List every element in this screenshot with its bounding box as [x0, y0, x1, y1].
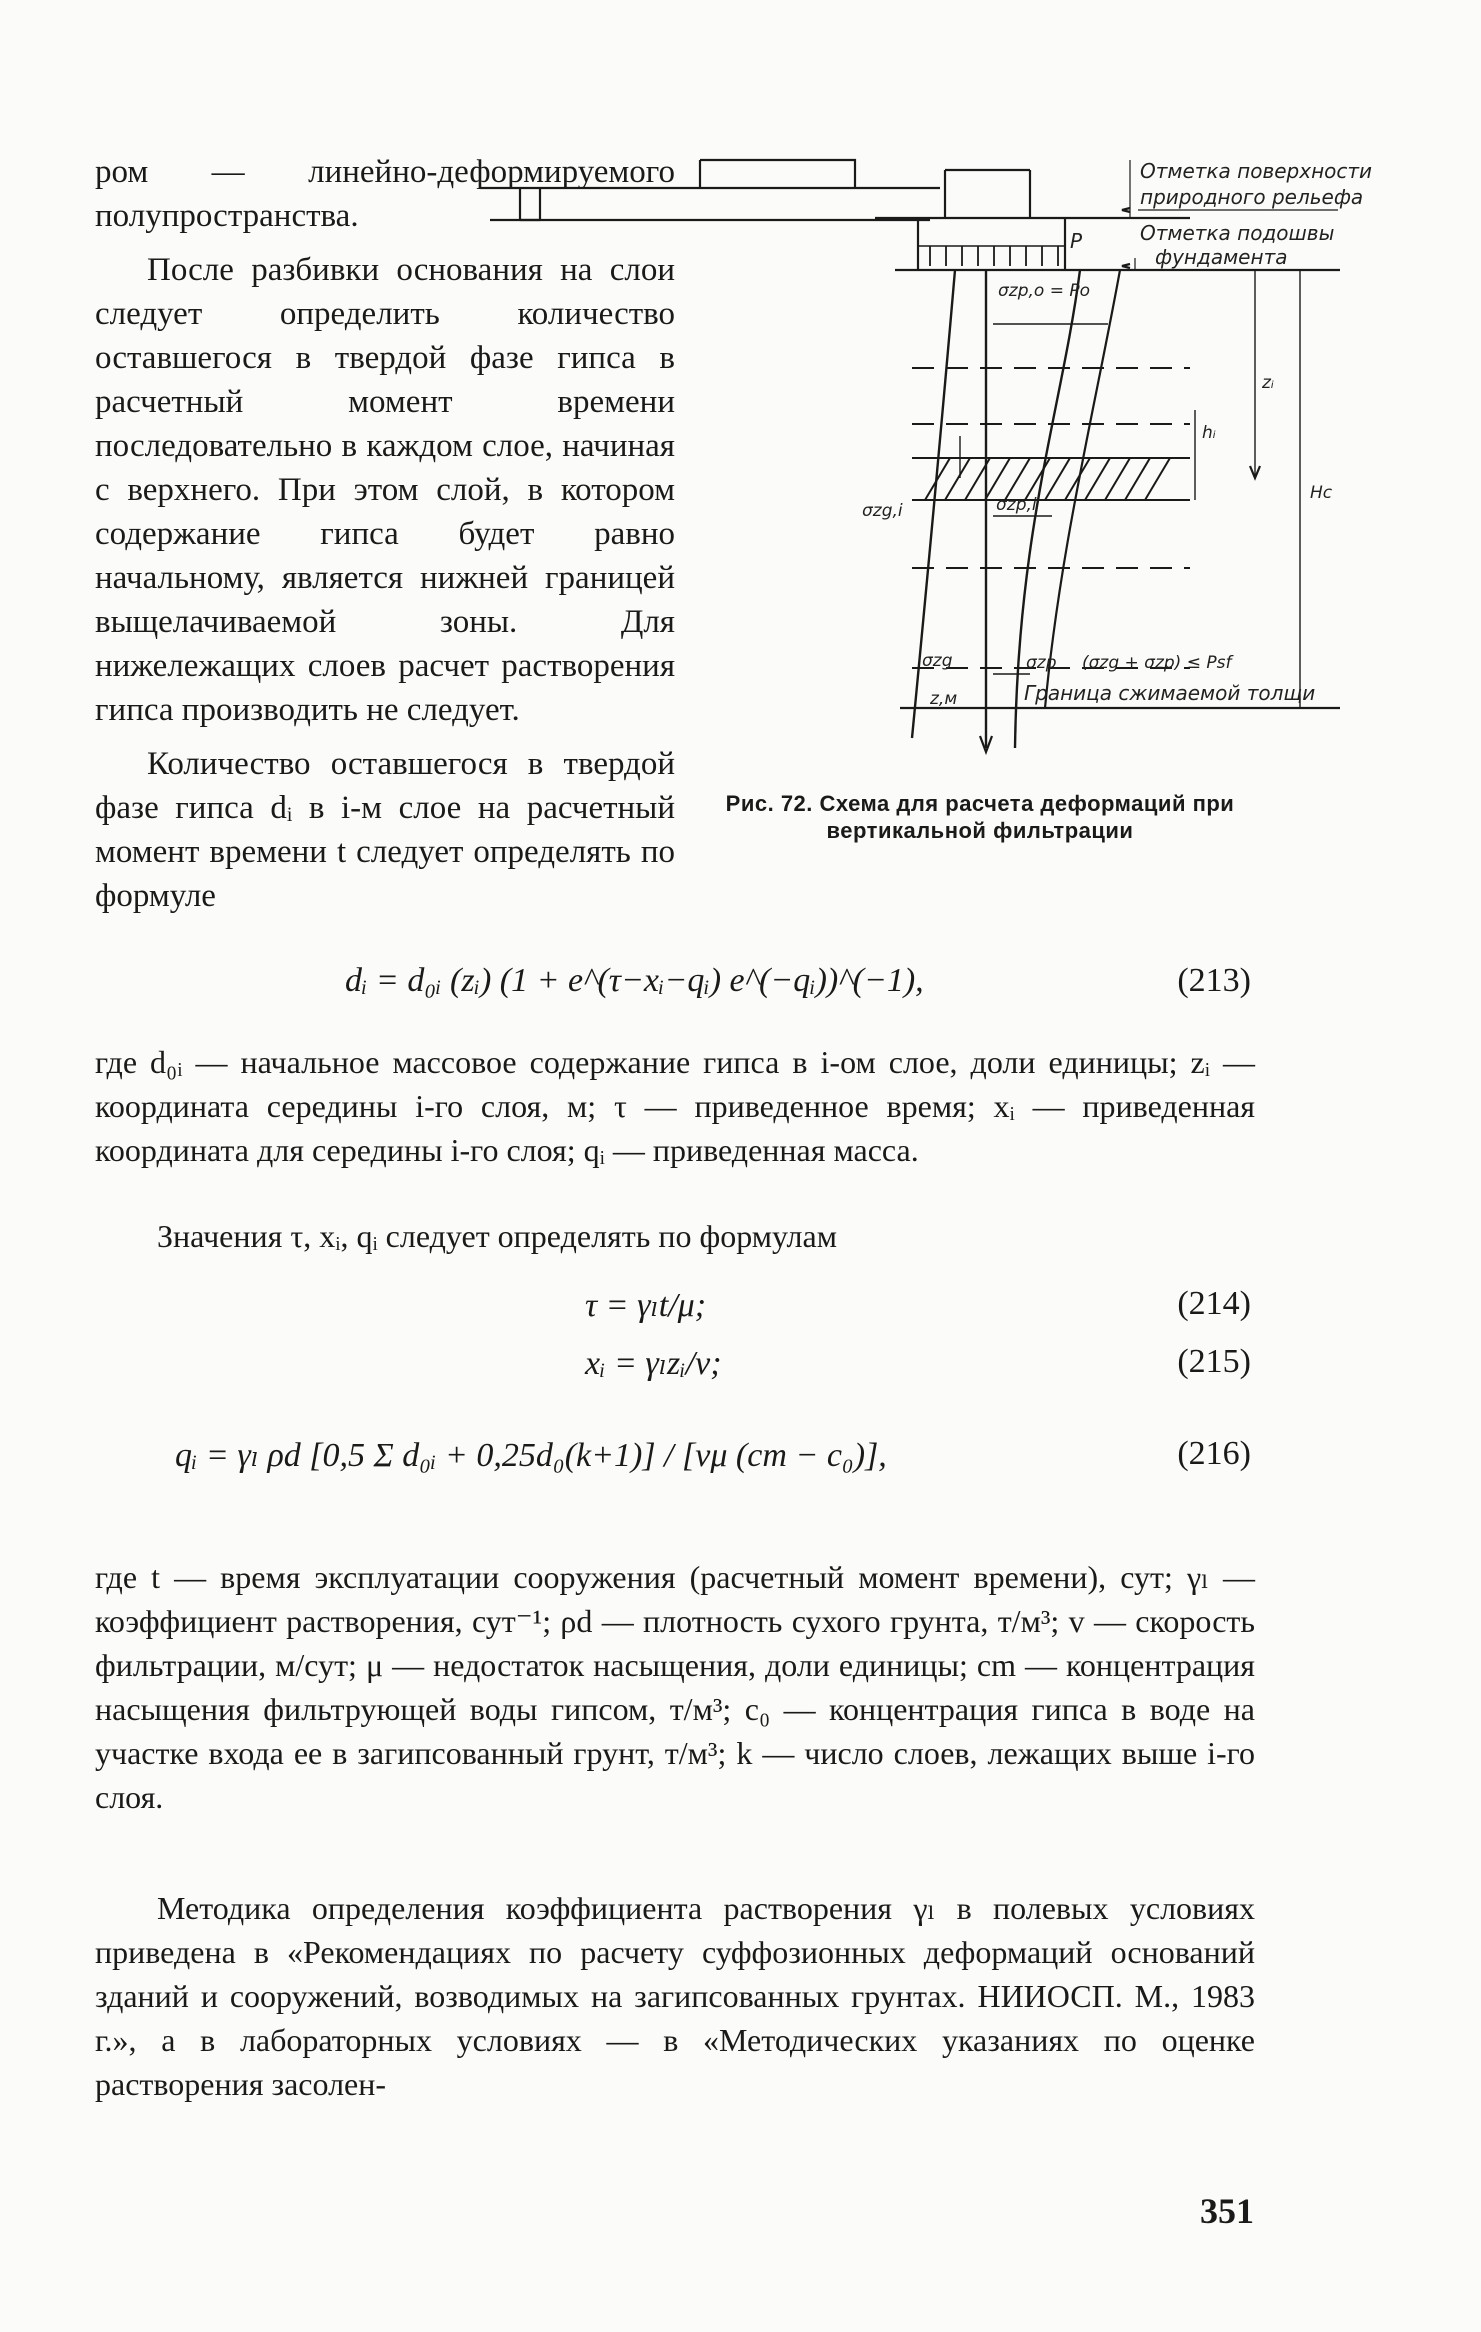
formula-213: dᵢ = d₀ᵢ (zᵢ) (1 + e^(τ−xᵢ−qᵢ) e^(−qᵢ))^(−1), [345, 962, 924, 999]
label-sigma-zp: σzp [1026, 653, 1057, 673]
body-where-2 [95, 1555, 1255, 1819]
label-z-m: z,м [930, 689, 958, 709]
figure-72 [690, 148, 1373, 768]
label-footing-1: Отметка подошвы [1140, 221, 1335, 245]
formula-215: xᵢ = γₗzᵢ/v; [585, 1345, 722, 1382]
equation-number-213: (213) [1177, 962, 1251, 999]
equation-number-214: (214) [1177, 1285, 1251, 1322]
paragraph-where-time: где t — время эксплуатации сооружения (расчетный момент времени), сут; γₗ — коэффициент растворения, сут⁻¹; ρd — плотность сухого грунта, т/м³; v — скорость фильтрации, м/сут; μ — недостаток насыщения, доли единицы; cm — концентрация насыщения фильтрующей воды гипсом, т/м³; c₀ — концентрация гипса в воде на участке входа ее в загипсованный грунт, т/м³; k — число слоев, лежащих выше i-го слоя. [95, 1559, 1255, 1815]
label-sigma-zpi: σzp,i [996, 495, 1037, 515]
body-where-1 [95, 1040, 1255, 1172]
label-hc: Hc [1310, 483, 1333, 503]
label-boundary: Граница сжимаемой толщи [1024, 681, 1316, 705]
label-sigma-zgi: σzg,i [862, 501, 903, 521]
body-method [95, 1886, 1255, 2106]
label-load-p: P [1070, 229, 1083, 253]
body-values-intro [95, 1214, 1255, 1258]
paragraph-continuation: ром — линейно-деформируемого полупространства. [95, 154, 675, 234]
label-footing-2: фундамента [1155, 245, 1288, 269]
scheme-geometry [475, 148, 1373, 768]
paragraph-where-definitions: где d₀ᵢ — начальное массовое содержание гипса в i-ом слое, доли единицы; zᵢ — координата середины i-го слоя, м; τ — приведенное время; xᵢ — приведенная координата для середины i-го слоя; qᵢ — приведенная масса. [95, 1044, 1255, 1168]
formula-216: qᵢ = γₗ ρd [0,5 Σ d₀ᵢ + 0,25d₀(k+1)] / [vμ (cm − c₀)], [175, 1437, 887, 1474]
paragraph-method: Методика определения коэффициента растворения γₗ в полевых условиях приведена в «Рекомендациях по расчету суффозионных деформаций оснований зданий и сооружений, возводимых на загипсованных грунтах. НИИОСП. М., 1983 г.», а в лабораторных условиях — в «Методических указаниях по оценке растворения засолен- [95, 1890, 1255, 2102]
equation-number-216: (216) [1177, 1435, 1251, 1472]
paragraph-layers: После разбивки основания на слои следует определить количество оставшегося в твердой фазе гипса в расчетный момент времени последовательно в каждом слое, начиная с верхнего. При этом слой, в котором содержание гипса будет равно начальному, является нижней границей выщелачиваемой зоны. Для нижележащих слоев расчет растворения гипса производить не следует. [95, 252, 675, 728]
formula-214: τ = γₗt/μ; [585, 1287, 707, 1324]
paragraph-quantity: Количество оставшегося в твердой фазе гипса dᵢ в i-м слое на расчетный момент времени t следует определять по формуле [95, 746, 675, 914]
figure-caption: Рис. 72. Схема для расчета деформаций при вертикальной фильтрации [725, 791, 1235, 843]
label-sigma-zp0: σzp,o = Po [998, 281, 1090, 301]
label-hi: hᵢ [1202, 423, 1216, 443]
equation-number-215: (215) [1177, 1343, 1251, 1380]
label-zi: zᵢ [1262, 373, 1274, 393]
page-number: 351 [1200, 2191, 1254, 2231]
label-sigma-zg: σzg [922, 651, 953, 671]
label-surface-2: природного рельефа [1140, 185, 1364, 209]
label-surface-1: Отметка поверхности [1140, 159, 1373, 183]
label-condition: (σzg + σzp) ≤ Psf [1082, 653, 1232, 673]
paragraph-values-intro: Значения τ, xᵢ, qᵢ следует определять по формулам [157, 1218, 837, 1254]
